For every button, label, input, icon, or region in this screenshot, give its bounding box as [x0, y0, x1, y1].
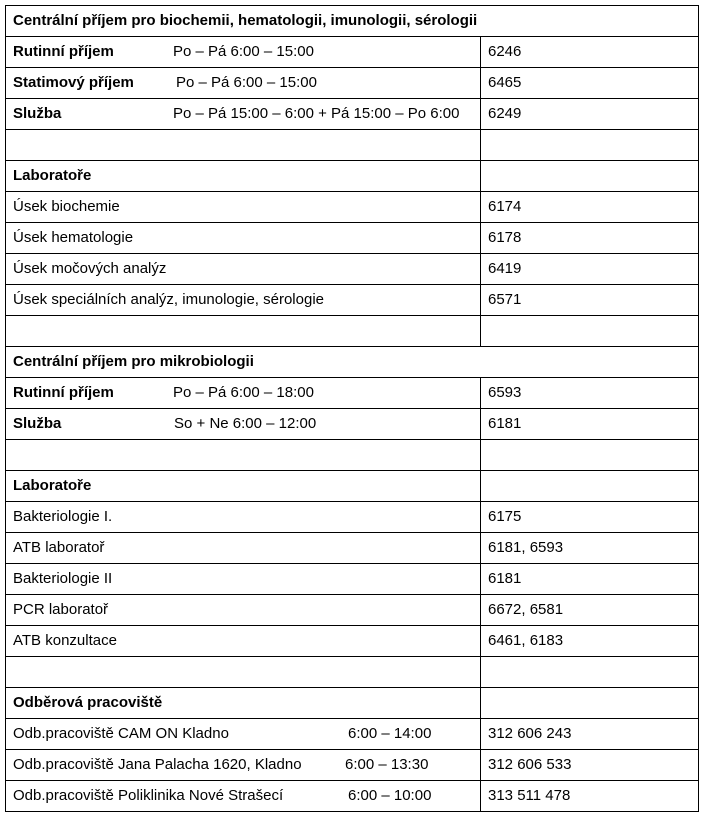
row-phone: 6465 [481, 68, 699, 99]
phone-directory-table [5, 5, 699, 812]
section-title-collection-points: Odběrová pracoviště [6, 688, 481, 719]
row-hours: Po – Pá 6:00 – 18:00 [173, 384, 314, 401]
row-phone: 6249 [481, 99, 699, 130]
table-row [6, 37, 699, 68]
table-row [6, 533, 699, 564]
collection-point-phone: 312 606 533 [481, 750, 699, 781]
empty-row [6, 657, 699, 688]
table-row [6, 719, 699, 750]
table-row [6, 254, 699, 285]
empty-row [6, 440, 699, 471]
table-row [6, 409, 699, 440]
subsection-header-row [6, 688, 699, 719]
collection-point-phone: 312 606 243 [481, 719, 699, 750]
lab-name: Bakteriologie I. [6, 502, 481, 533]
lab-phone: 6181, 6593 [481, 533, 699, 564]
row-label: Statimový příjem [13, 74, 134, 91]
table-row [6, 285, 699, 316]
lab-phone: 6181 [481, 564, 699, 595]
table-row [6, 781, 699, 812]
lab-name: Úsek hematologie [6, 223, 481, 254]
collection-point-hours: 6:00 – 13:30 [345, 756, 429, 773]
lab-name: Úsek močových analýz [6, 254, 481, 285]
lab-name: Úsek biochemie [6, 192, 481, 223]
collection-point-name: Odb.pracoviště Jana Palacha 1620, Kladno [13, 756, 302, 773]
collection-point-name: Odb.pracoviště CAM ON Kladno [13, 725, 229, 742]
subsection-header-row [6, 471, 699, 502]
row-phone: 6593 [481, 378, 699, 409]
section-header-row [6, 6, 699, 37]
section-title-microbiology: Centrální příjem pro mikrobiologii [6, 347, 699, 378]
table-row [6, 595, 699, 626]
lab-phone: 6419 [481, 254, 699, 285]
row-phone: 6246 [481, 37, 699, 68]
row-hours: Po – Pá 6:00 – 15:00 [173, 43, 314, 60]
collection-point-hours: 6:00 – 10:00 [348, 787, 432, 804]
lab-phone: 6175 [481, 502, 699, 533]
row-hours: So + Ne 6:00 – 12:00 [174, 415, 317, 432]
table-row [6, 378, 699, 409]
lab-phone: 6178 [481, 223, 699, 254]
section-title-biochemistry: Centrální příjem pro biochemii, hematologii, imunologii, sérologii [6, 6, 699, 37]
empty-row [6, 130, 699, 161]
collection-point-hours: 6:00 – 14:00 [348, 725, 432, 742]
row-label: Služba [13, 105, 62, 122]
lab-phone: 6461, 6183 [481, 626, 699, 657]
table-row [6, 68, 699, 99]
row-label: Rutinní příjem [13, 384, 114, 401]
lab-phone: 6672, 6581 [481, 595, 699, 626]
lab-name: ATB laboratoř [6, 533, 481, 564]
lab-name: Úsek speciálních analýz, imunologie, sérologie [6, 285, 481, 316]
row-hours: Po – Pá 15:00 – 6:00 + Pá 15:00 – Po 6:00 [173, 105, 460, 122]
table-row [6, 750, 699, 781]
table-row [6, 626, 699, 657]
table-row [6, 502, 699, 533]
row-phone: 6181 [481, 409, 699, 440]
lab-name: Bakteriologie II [6, 564, 481, 595]
section-header-row [6, 347, 699, 378]
table-row [6, 99, 699, 130]
lab-phone: 6174 [481, 192, 699, 223]
lab-phone: 6571 [481, 285, 699, 316]
row-label: Služba [13, 415, 62, 432]
table-row [6, 192, 699, 223]
lab-name: PCR laboratoř [6, 595, 481, 626]
table-row [6, 564, 699, 595]
lab-name: ATB konzultace [6, 626, 481, 657]
subsection-header-row [6, 161, 699, 192]
labs-title: Laboratoře [6, 471, 481, 502]
row-label: Rutinní příjem [13, 43, 114, 60]
collection-point-name: Odb.pracoviště Poliklinika Nové Strašecí [13, 787, 284, 804]
row-hours: Po – Pá 6:00 – 15:00 [176, 74, 317, 91]
labs-title: Laboratoře [6, 161, 481, 192]
empty-row [6, 316, 699, 347]
table-row [6, 223, 699, 254]
collection-point-phone: 313 511 478 [481, 781, 699, 812]
